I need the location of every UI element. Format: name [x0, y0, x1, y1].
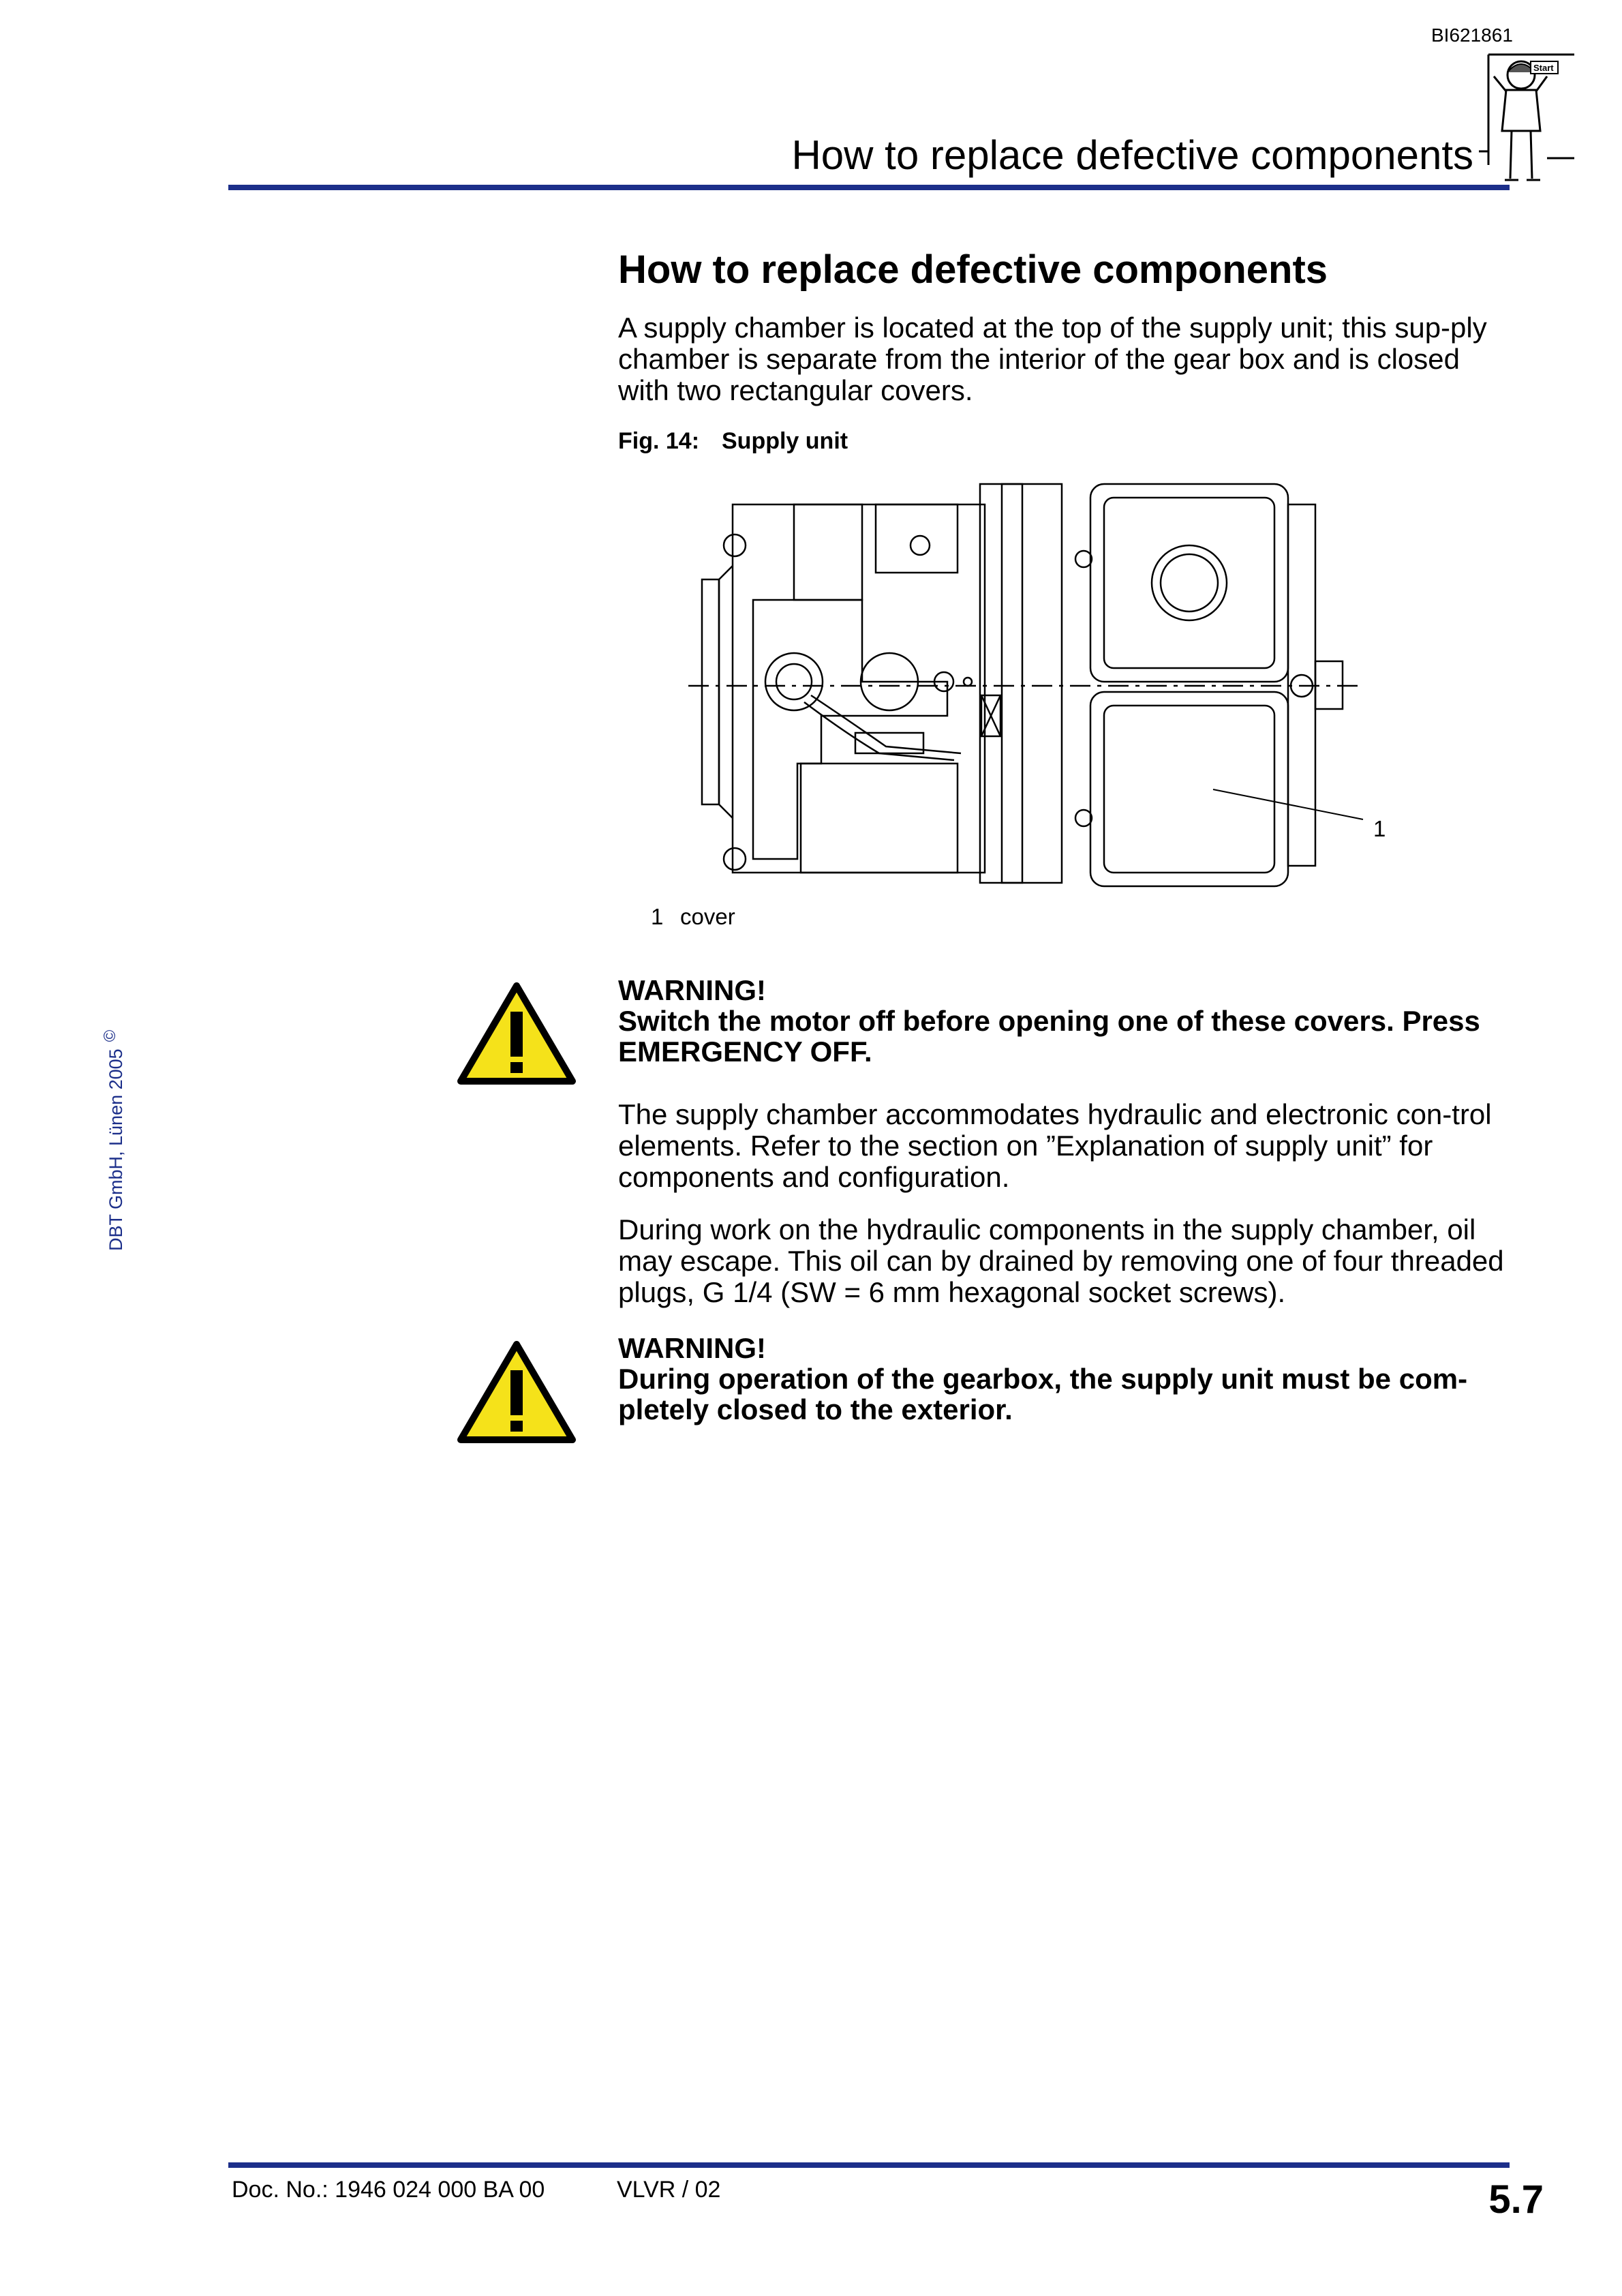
paragraph-oil-drain: During work on the hydraulic components in the supply chamber, oil may escape. This oil can by drained by removing one of four threaded plugs, G 1/4 (SW = 6 mm hexagonal socket screws).	[618, 1213, 1504, 1308]
warning-text: During operation of the gearbox, the supply unit must be com-pletely closed to the exterior.	[618, 1363, 1468, 1425]
figure-caption	[618, 428, 848, 455]
copyright-text: DBT GmbH, Lünen 2005	[106, 1048, 126, 1251]
footer-version: VLVR / 02	[617, 2177, 721, 2203]
start-label: Start	[1533, 63, 1554, 73]
section-heading: How to replace defective components	[618, 247, 1328, 292]
footer-document-number: Doc. No.: 1946 024 000 BA 00	[232, 2177, 545, 2203]
legend-label: cover	[680, 904, 735, 929]
warning-text: Switch the motor off before opening one of these covers. Press EMERGENCY OFF.	[618, 1005, 1480, 1068]
warning-block-1	[618, 975, 1518, 1067]
figure-number: Fig. 14:	[618, 428, 700, 454]
warning-block-2	[618, 1333, 1518, 1425]
warning-triangle-icon	[457, 1340, 577, 1444]
document-id: BI621861	[1431, 25, 1513, 46]
header-divider	[228, 185, 1510, 190]
page-number: 5.7	[1488, 2177, 1544, 2222]
warning-title: WARNING!	[618, 974, 766, 1006]
intro-paragraph: A supply chamber is located at the top of the supply unit; this sup-ply chamber is separate from the interior of the gear box and is closed with two rectangular covers.	[618, 312, 1487, 406]
start-figure-icon	[1479, 49, 1574, 185]
footer-divider	[228, 2162, 1510, 2168]
copyright-symbol: ©	[101, 1029, 119, 1042]
header-title: How to replace defective components	[791, 132, 1473, 178]
figure-title: Supply unit	[722, 428, 848, 454]
figure-legend	[651, 904, 735, 930]
supply-unit-drawing	[682, 477, 1445, 900]
copyright-sidebar	[101, 1029, 142, 1251]
warning-title: WARNING!	[618, 1332, 766, 1364]
warning-triangle-icon	[457, 982, 577, 1085]
paragraph-supply-chamber: The supply chamber accommodates hydraulic and electronic con-trol elements. Refer to the section on ”Explanation of supply unit” for components and configuration.	[618, 1098, 1492, 1193]
legend-number: 1	[651, 904, 664, 929]
figure-callout-1: 1	[1373, 816, 1386, 841]
